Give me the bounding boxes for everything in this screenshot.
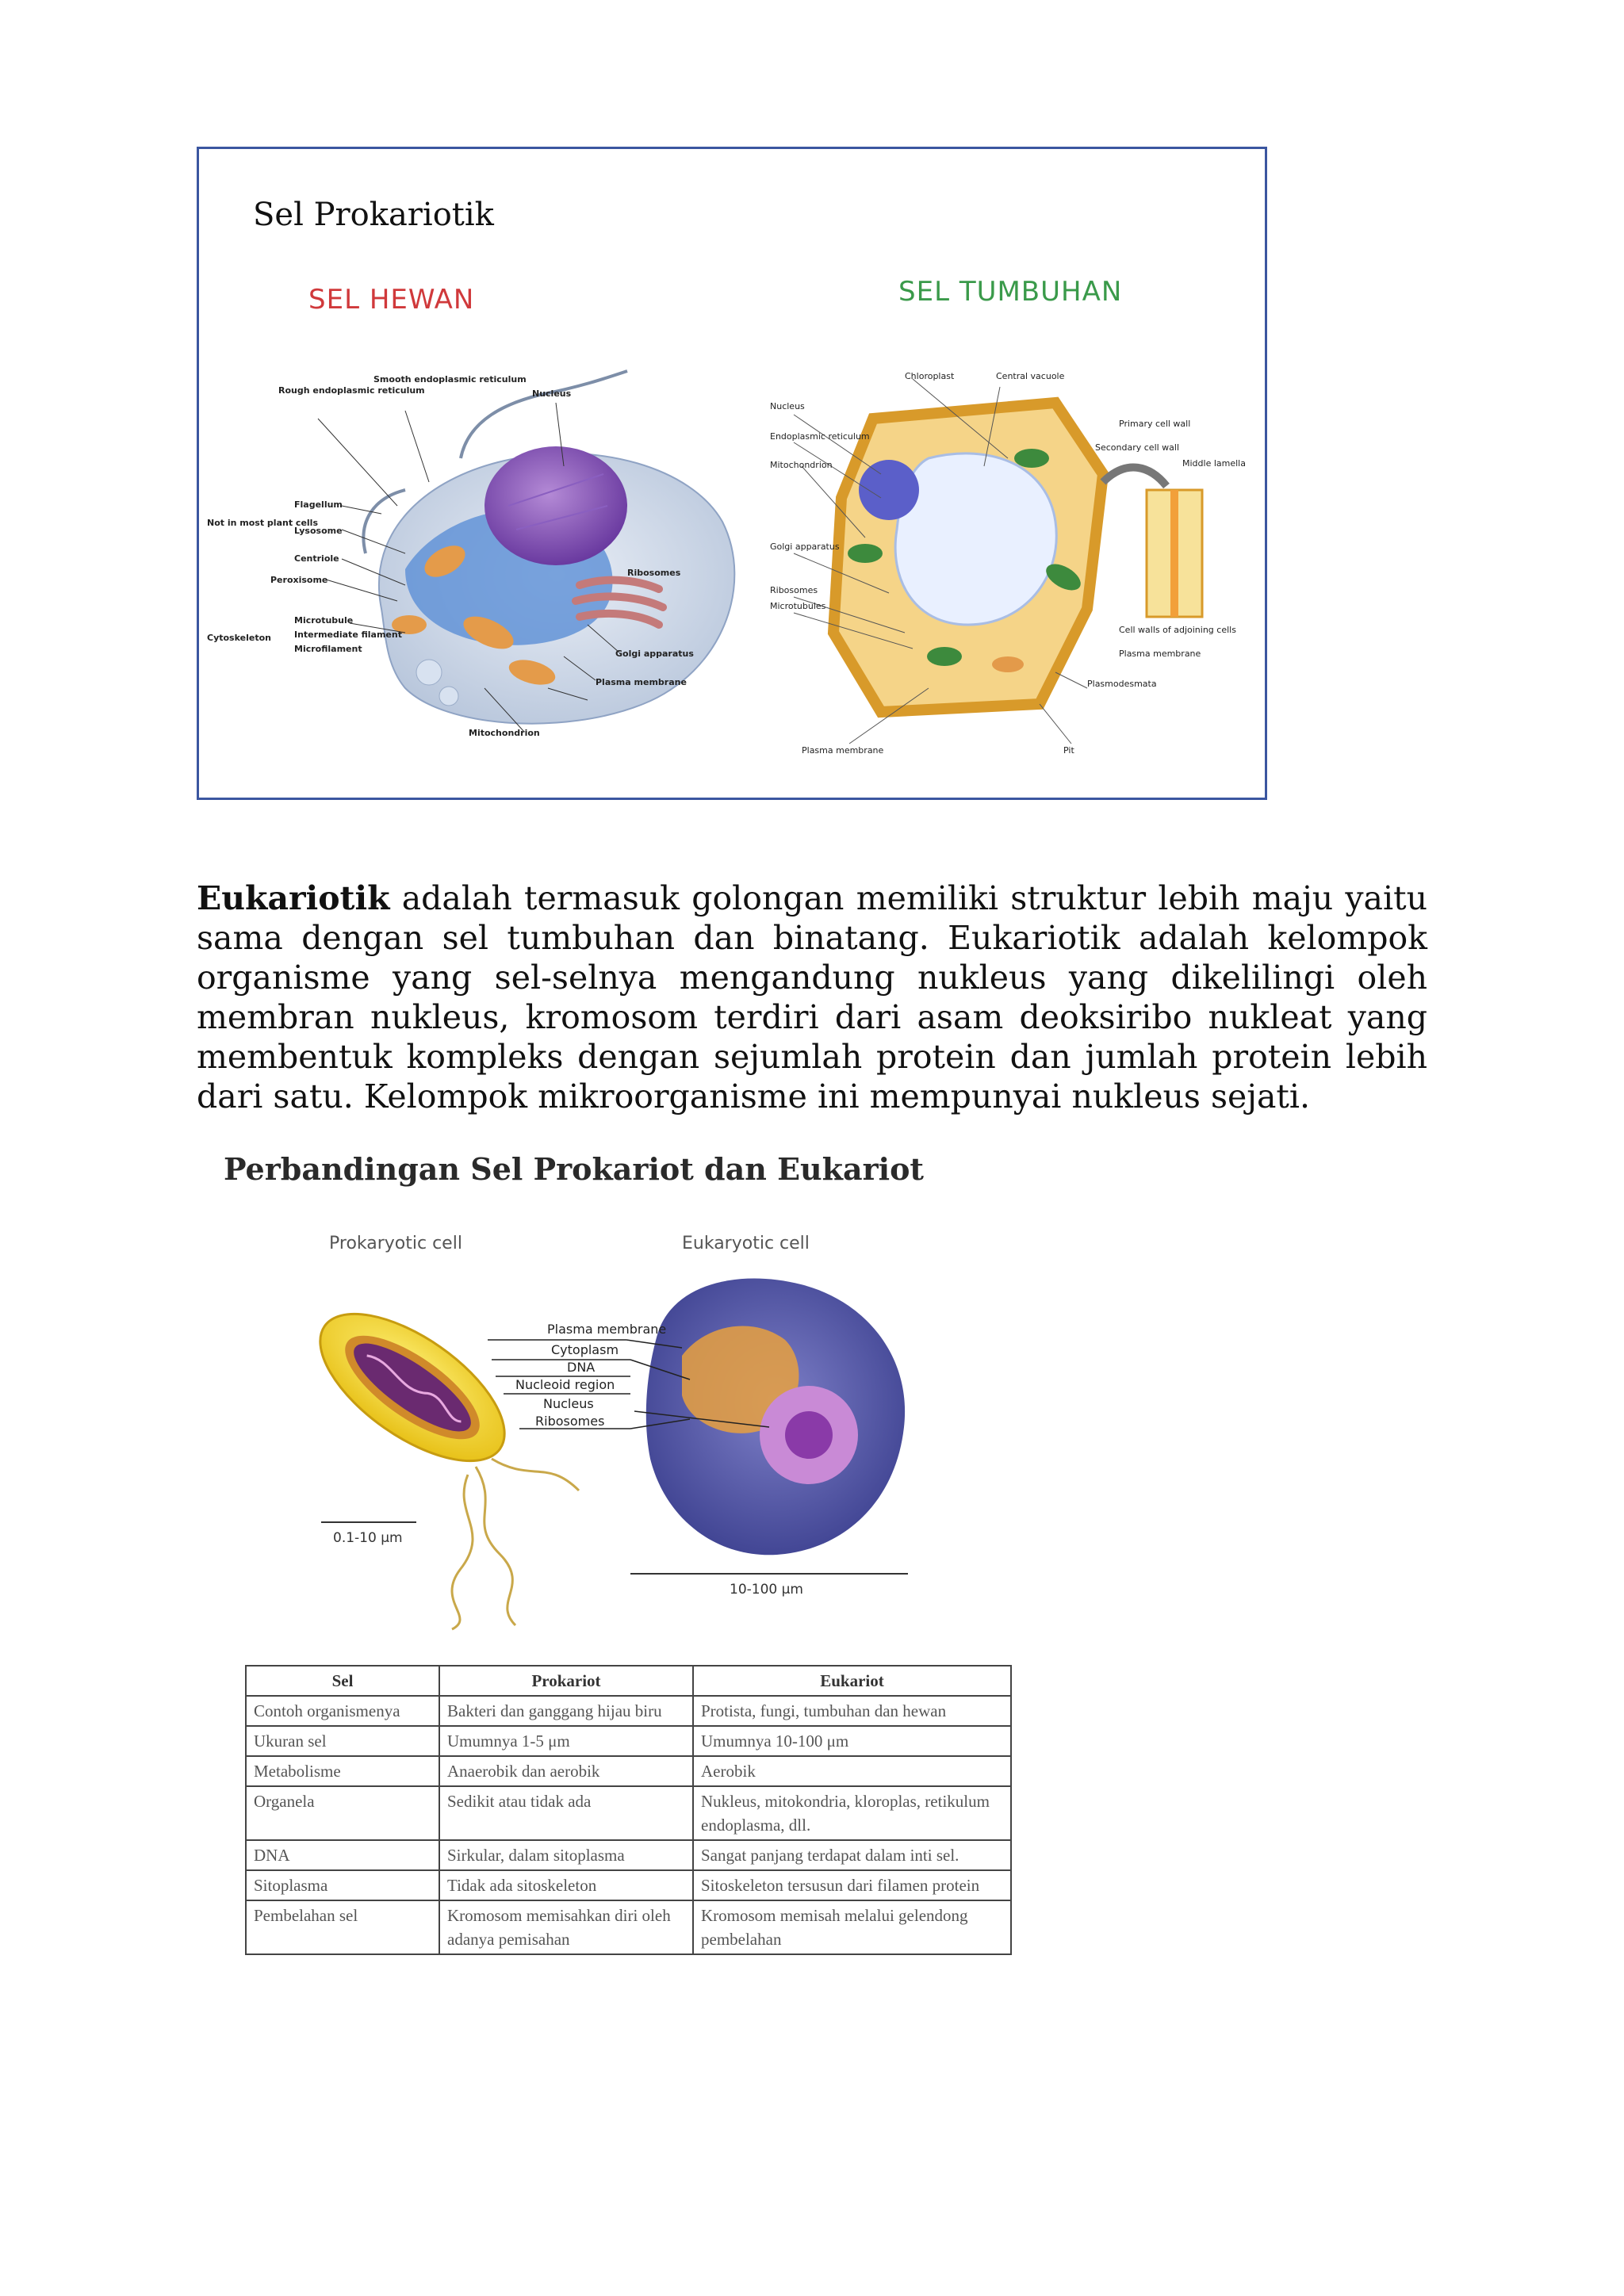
- pro-euk-diagram: [293, 1221, 944, 1633]
- label-plant-pm-right: Plasma membrane: [1119, 649, 1201, 659]
- comparison-title: Perbandingan Sel Prokariot dan Eukariot: [224, 1151, 924, 1187]
- scale-eukaryotic: 10-100 μm: [730, 1582, 803, 1598]
- header-eukariot: Eukariot: [693, 1666, 1011, 1696]
- eukaryote-paragraph: [197, 878, 1427, 1116]
- label-plant-golgi: Golgi apparatus: [770, 541, 840, 552]
- table-cell: Sirkular, dalam sitoplasma: [439, 1840, 693, 1870]
- table-row: [246, 1786, 1011, 1840]
- label-cytoplasm: Cytoplasm: [551, 1342, 619, 1357]
- label-ribosomes: Ribosomes: [627, 568, 681, 578]
- table-cell: Umumnya 1-5 μm: [439, 1726, 693, 1756]
- label-plant-mito: Mitochondrion: [770, 460, 833, 470]
- table-row: [246, 1840, 1011, 1870]
- header-prokariot: Prokariot: [439, 1666, 693, 1696]
- table-cell: Anaerobik dan aerobik: [439, 1756, 693, 1786]
- table-cell: Sangat panjang terdapat dalam inti sel.: [693, 1840, 1011, 1870]
- table-cell: Nukleus, mitokondria, kloroplas, retikulum endoplasma, dll.: [693, 1786, 1011, 1840]
- label-plasmodesmata: Plasmodesmata: [1087, 679, 1157, 689]
- label-not-in-most: Not in most plant cells: [207, 518, 318, 528]
- label-centriole: Centriole: [294, 553, 339, 564]
- table-cell: Kromosom memisahkan diri oleh adanya pemisahan: [439, 1900, 693, 1954]
- table-cell: Contoh organismenya: [246, 1696, 439, 1726]
- table-cell: Pembelahan sel: [246, 1900, 439, 1954]
- comparison-table: [245, 1665, 1012, 1955]
- label-middle-lamella: Middle lamella: [1182, 458, 1246, 469]
- label-central-vacuole: Central vacuole: [996, 371, 1065, 381]
- figure-caption: Sel Prokariotik: [253, 197, 494, 233]
- label-dna: DNA: [567, 1360, 596, 1375]
- prokaryotic-label: Prokaryotic cell: [329, 1234, 462, 1253]
- table-cell: Tidak ada sitoskeleton: [439, 1870, 693, 1900]
- label-nucleus-2: Nucleus: [543, 1396, 594, 1411]
- table-cell: Protista, fungi, tumbuhan dan hewan: [693, 1696, 1011, 1726]
- label-plant-nucleus: Nucleus: [770, 401, 805, 411]
- label-plant-pm-bottom: Plasma membrane: [802, 745, 884, 756]
- scale-prokaryotic: 0.1-10 μm: [333, 1530, 403, 1546]
- label-cytoskeleton: Cytoskeleton: [207, 633, 271, 643]
- label-intermediate: Intermediate filament: [294, 629, 402, 640]
- label-mitochondrion: Mitochondrion: [469, 728, 540, 738]
- table-cell: Sitoplasma: [246, 1870, 439, 1900]
- label-plant-ribosomes: Ribosomes: [770, 585, 818, 595]
- table-cell: Metabolisme: [246, 1756, 439, 1786]
- label-microtubule: Microtubule: [294, 615, 354, 626]
- label-plasma-membrane-2: Plasma membrane: [547, 1322, 667, 1337]
- label-pit: Pit: [1063, 745, 1074, 756]
- label-plant-er: Endoplasmic reticulum: [770, 431, 870, 442]
- table-cell: Umumnya 10-100 μm: [693, 1726, 1011, 1756]
- label-peroxisome: Peroxisome: [270, 575, 328, 585]
- animal-cell-title: SEL HEWAN: [308, 284, 475, 316]
- label-rough-er: Rough endoplasmic reticulum: [278, 385, 425, 396]
- label-primary-wall: Primary cell wall: [1119, 419, 1191, 429]
- table-cell: Sedikit atau tidak ada: [439, 1786, 693, 1840]
- table-cell: Sitoskeleton tersusun dari filamen protein: [693, 1870, 1011, 1900]
- label-ribosomes-2: Ribosomes: [535, 1414, 605, 1429]
- label-microfilament: Microfilament: [294, 644, 362, 654]
- header-sel: Sel: [246, 1666, 439, 1696]
- label-flagellum: Flagellum: [294, 499, 343, 510]
- table-cell: DNA: [246, 1840, 439, 1870]
- label-walls-adjoining: Cell walls of adjoining cells: [1119, 625, 1236, 635]
- table-row: [246, 1696, 1011, 1726]
- table-row: [246, 1726, 1011, 1756]
- paragraph-term: Eukariotik: [197, 879, 390, 917]
- label-smooth-er: Smooth endoplasmic reticulum: [373, 374, 527, 385]
- label-golgi: Golgi apparatus: [615, 649, 694, 659]
- table-row: [246, 1870, 1011, 1900]
- cell-figure-frame: [197, 147, 1267, 800]
- label-lysosome: Lysosome: [294, 526, 343, 536]
- eukaryotic-label: Eukaryotic cell: [682, 1234, 810, 1253]
- plant-cell-title: SEL TUMBUHAN: [898, 276, 1123, 308]
- plant-cell-diagram: [770, 371, 1254, 767]
- animal-cell-diagram: [207, 371, 754, 760]
- label-chloroplast: Chloroplast: [905, 371, 955, 381]
- table-cell: Organela: [246, 1786, 439, 1840]
- paragraph-text: adalah termasuk golongan memiliki struktur lebih maju yaitu sama dengan sel tumbuhan dan binatang. Eukariotik adalah kelompok organisme yang sel-selnya mengandung nukleus yang dikelilingi oleh membran nukleus, kromosom terdiri dari asam deoksiribo nukleat yang membentuk kompleks dengan sejumlah protein dan jumlah protein lebih dari satu. Kelompok mikroorganisme ini mempunyai nukleus sejati.: [197, 879, 1427, 1115]
- table-cell: Aerobik: [693, 1756, 1011, 1786]
- label-secondary-wall: Secondary cell wall: [1095, 442, 1180, 453]
- table-header-row: [246, 1666, 1011, 1696]
- table-row: [246, 1900, 1011, 1954]
- label-nucleoid-region: Nucleoid region: [515, 1377, 615, 1392]
- table-row: [246, 1756, 1011, 1786]
- label-plasma-membrane: Plasma membrane: [596, 677, 687, 687]
- table-cell: Bakteri dan ganggang hijau biru: [439, 1696, 693, 1726]
- table-cell: Ukuran sel: [246, 1726, 439, 1756]
- table-cell: Kromosom memisah melalui gelendong pembelahan: [693, 1900, 1011, 1954]
- label-nucleus: Nucleus: [532, 388, 572, 399]
- label-plant-microtubules: Microtubules: [770, 601, 826, 611]
